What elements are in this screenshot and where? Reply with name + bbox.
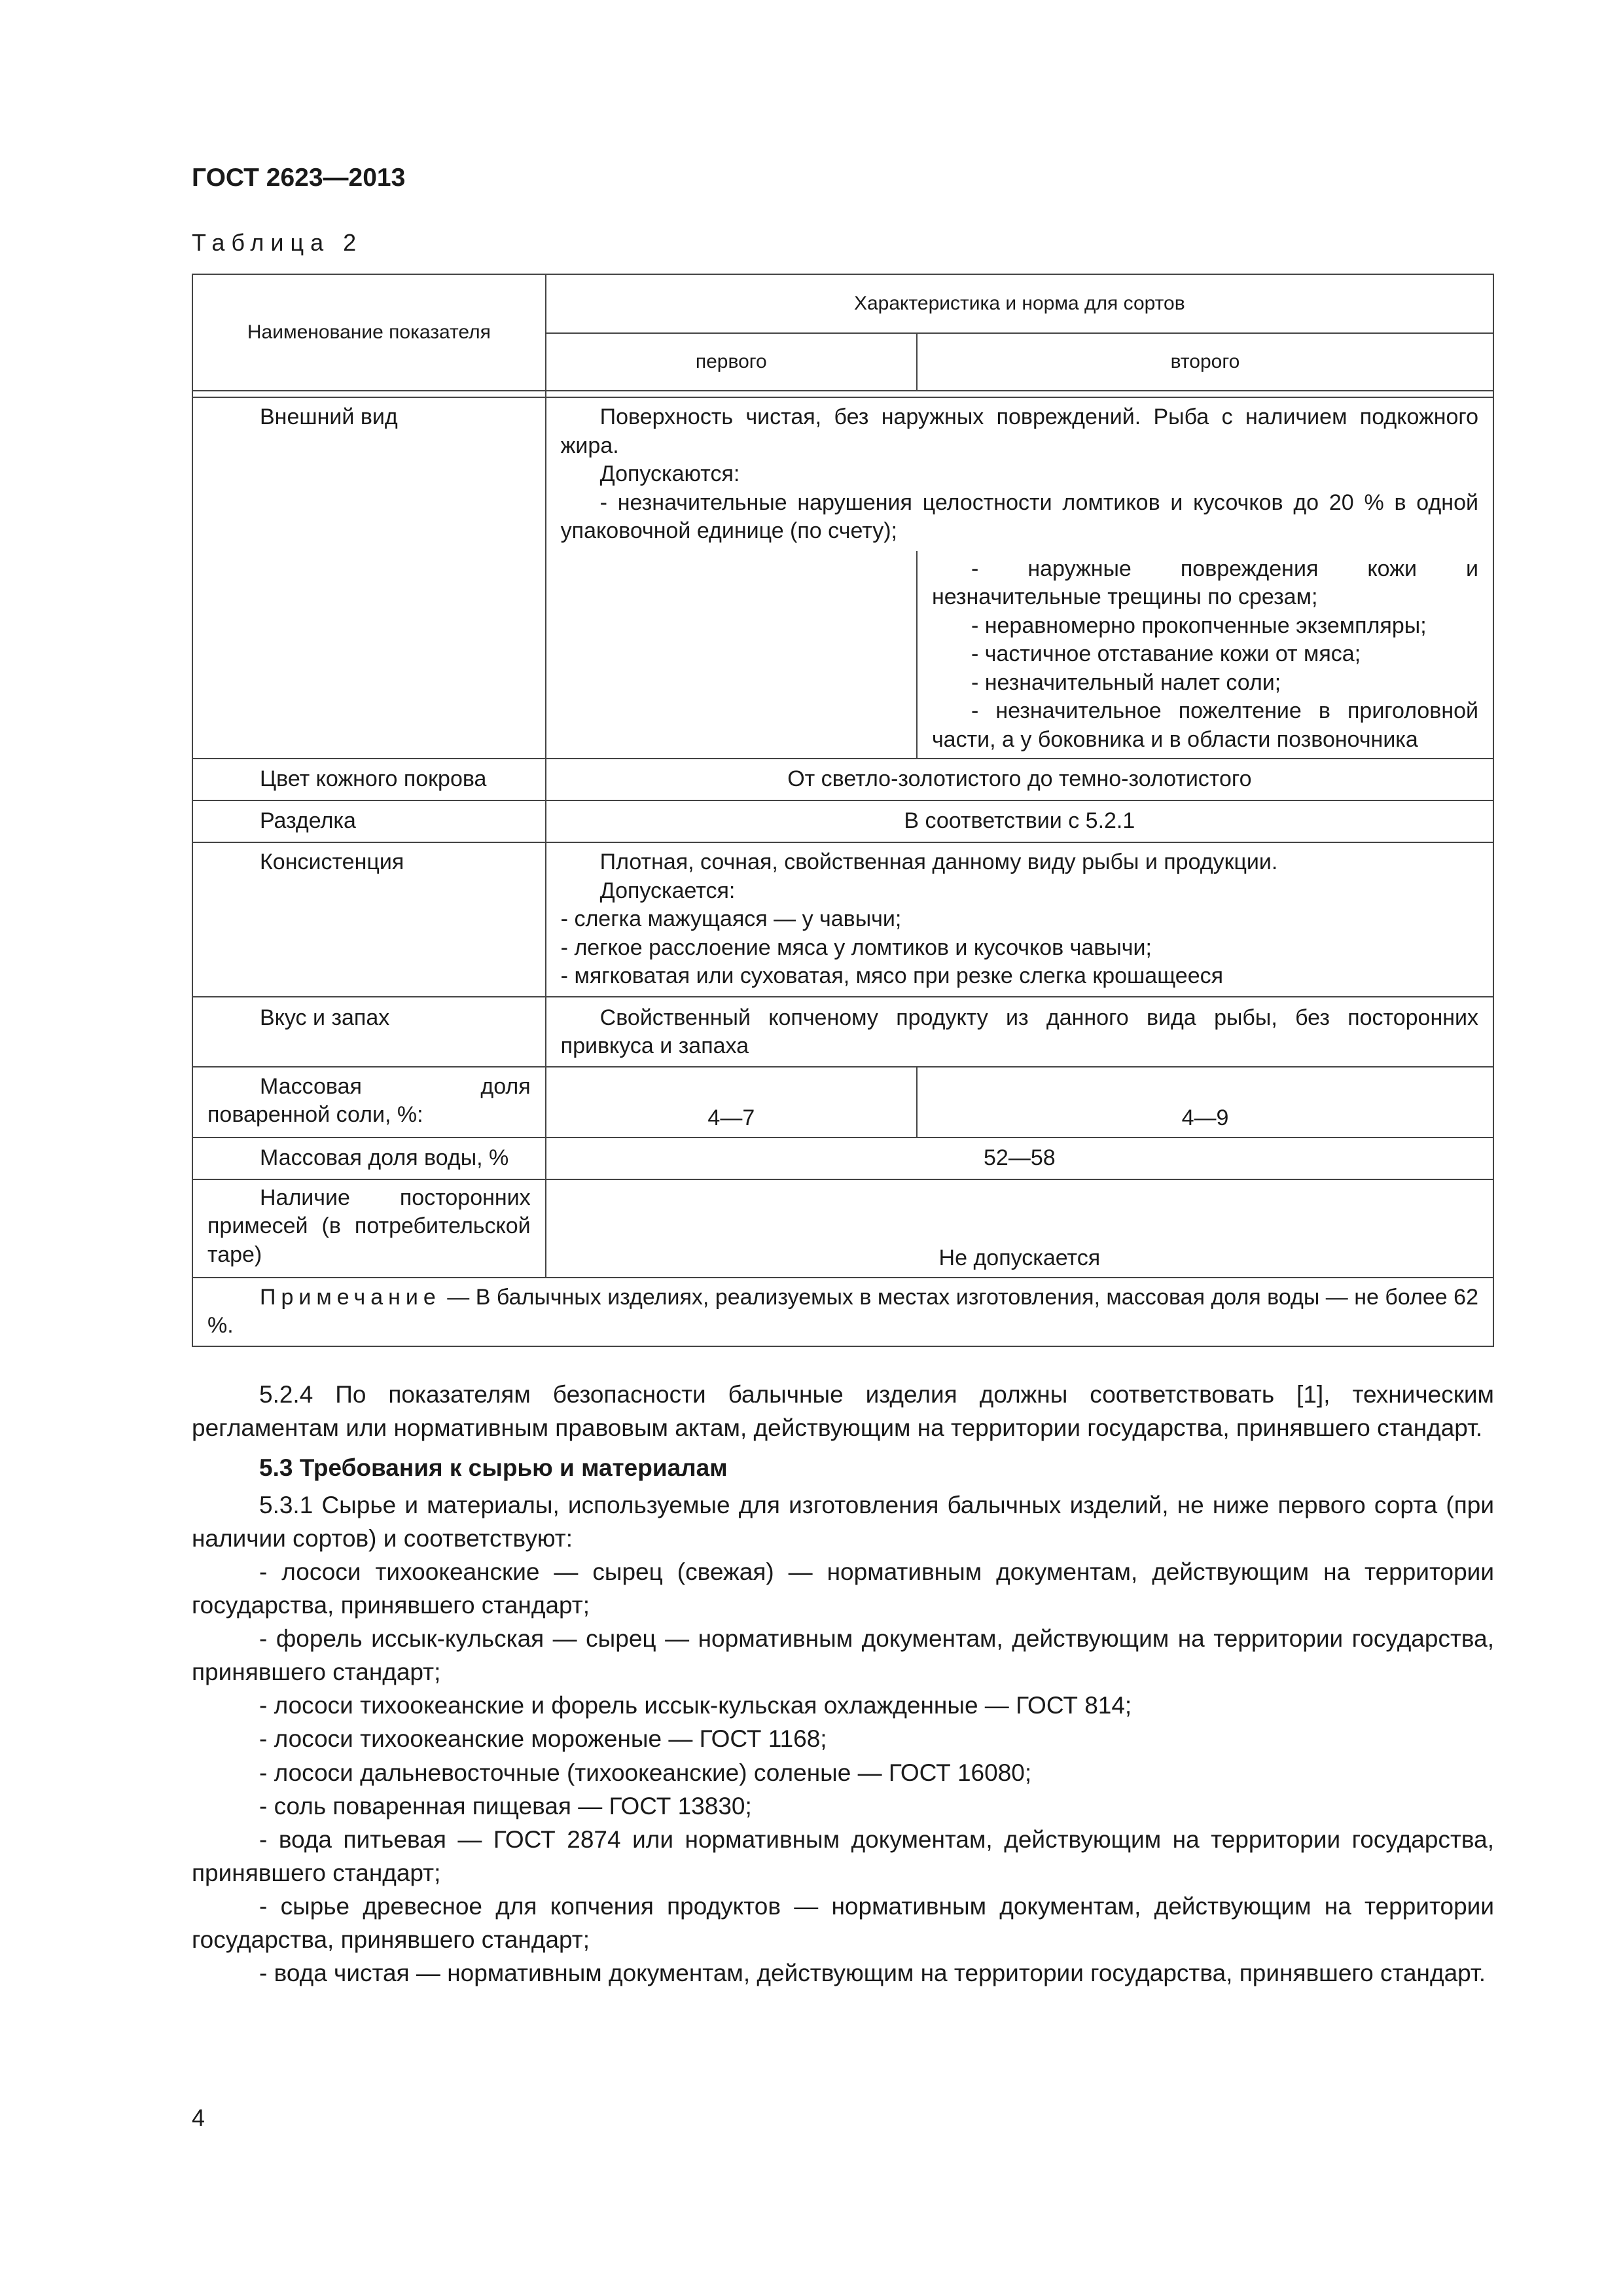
- list-item: - сырье древесное для копчения продуктов — нормативным документам, действующим на территории государства, принявшего стандарт;: [192, 1892, 1494, 1953]
- header-indicator-name: Наименование показателя: [192, 274, 546, 391]
- row-impurities-value: Не допускается: [546, 1179, 1493, 1278]
- row-consistency-value: Плотная, сочная, свойственная данному виду рыбы и продукции. Допускается: - слегка мажущаяся — у чавычи; - легкое расслоение мяса у ломтиков и кусочков чавычи; - мягковатая или суховатая, мясо при резке слегка крошащееся: [546, 842, 1493, 997]
- section-5-3-title: 5.3 Требования к сырью и материалам: [259, 1454, 728, 1482]
- header-grade-group: Характеристика и норма для сортов: [546, 274, 1493, 333]
- paragraph-5-2-4: 5.2.4 По показателям безопасности балычные изделия должны соответствовать [1], техническим регламентам или нормативным правовым актам, действующим на территории государства, принявшего стандарт.: [192, 1381, 1494, 1442]
- list-item: - форель иссык-кульская — сырец — нормативным документам, действующим на территории государства, принявшего стандарт;: [192, 1625, 1494, 1686]
- table-note-text: — В балычных изделиях, реализуемых в местах изготовления, массовая доля воды — не более 62 %.: [207, 1284, 1478, 1338]
- table-note: [192, 1278, 1493, 1346]
- row-cutting-value: В соответствии с 5.2.1: [546, 800, 1493, 842]
- row-cutting-name: Разделка: [192, 800, 546, 842]
- row-skin-color-name: Цвет кожного покрова: [192, 759, 546, 800]
- row-taste-name: Вкус и запах: [192, 997, 546, 1067]
- row-salt-second: 4—9: [917, 1067, 1493, 1138]
- specification-table: [192, 274, 1494, 1347]
- row-taste-value: Свойственный копченому продукту из данного вида рыбы, без посторонних привкуса и запаха: [546, 997, 1493, 1067]
- row-water-name: Массовая доля воды, %: [192, 1138, 546, 1179]
- list-item: - лососи тихоокеанские мороженые — ГОСТ 1168;: [259, 1725, 827, 1753]
- list-item: - соль поваренная пищевая — ГОСТ 13830;: [259, 1792, 752, 1820]
- row-skin-color-value: От светло-золотистого до темно-золотистого: [546, 759, 1493, 800]
- paragraph-5-3-1: 5.3.1 Сырье и материалы, используемые для изготовления балычных изделий, не ниже первого сорта (при наличии сортов) и соответствуют:: [192, 1492, 1494, 1552]
- header-grade-first: первого: [546, 333, 917, 391]
- row-salt-name: Массовая доля поваренной соли, %:: [192, 1067, 546, 1138]
- document-id: ГОСТ 2623—2013: [192, 164, 406, 192]
- row-appearance-name: Внешний вид: [192, 397, 546, 759]
- body-text: [192, 1378, 1494, 1990]
- list-item: - лососи тихоокеанские — сырец (свежая) — нормативным документам, действующим на территории государства, принявшего стандарт;: [192, 1558, 1494, 1619]
- table-label: Таблица 2: [192, 229, 363, 256]
- row-water-value: 52—58: [546, 1138, 1493, 1179]
- list-item: - вода чистая — нормативным документам, действующим на территории государства, принявшего стандарт.: [259, 1959, 1486, 1986]
- header-grade-second: второго: [917, 333, 1493, 391]
- list-item: - лососи дальневосточные (тихоокеанские) соленые — ГОСТ 16080;: [259, 1759, 1032, 1786]
- list-item: - лососи тихоокеанские и форель иссык-кульская охлажденные — ГОСТ 814;: [259, 1692, 1132, 1719]
- row-appearance-second-grade: - наружные повреждения кожи и незначительные трещины по срезам; - неравномерно прокопченные экземпляры; - частичное отставание кожи от мяса; - незначительный налет соли; - незначительное пожелтение в приголовной части, а у боковника и в области позвоночника: [917, 551, 1493, 759]
- row-impurities-name: Наличие посторонних примесей (в потребительской таре): [192, 1179, 546, 1278]
- row-appearance-common: Поверхность чистая, без наружных повреждений. Рыба с наличием подкожного жира. Допускаются: - незначительные нарушения целостности ломтиков и кусочков до 20 % в одной упаковочной единице (по счету);: [546, 397, 1493, 551]
- page-number: 4: [192, 2104, 205, 2131]
- row-salt-first: 4—7: [546, 1067, 917, 1138]
- table-note-label: Примечание: [260, 1284, 441, 1310]
- row-consistency-name: Консистенция: [192, 842, 546, 997]
- list-item: - вода питьевая — ГОСТ 2874 или нормативным документам, действующим на территории государства, принявшего стандарт;: [192, 1825, 1494, 1886]
